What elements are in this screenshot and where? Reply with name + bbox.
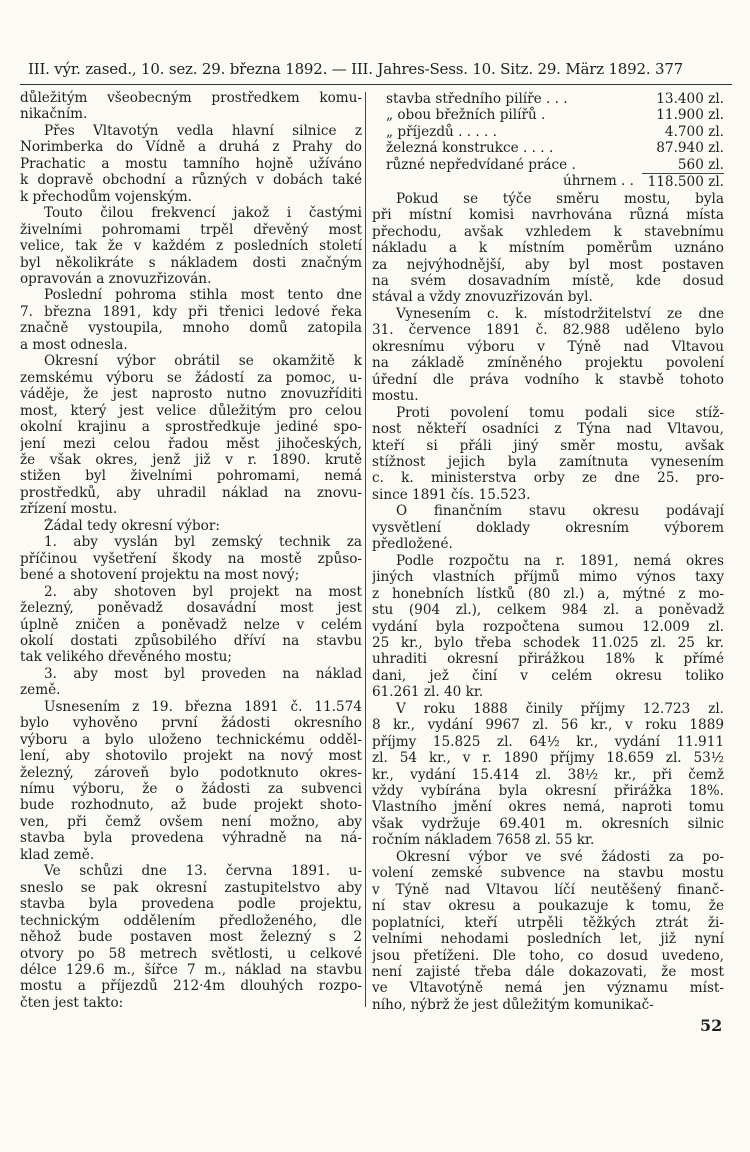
text-line: živelními pohromami trpěl dřevěný most — [20, 221, 362, 238]
text-line: O finančním stavu okresu podávají — [396, 503, 724, 520]
text-line: volení zemské subvence na stavbu mostu — [372, 865, 724, 882]
text-line: Okresní výbor obrátil se okamžitě k — [44, 353, 362, 370]
cost-label: „ obou břežních pilířů . — [386, 107, 546, 124]
text-line: ven, při čemž ovšem není možno, aby — [20, 813, 362, 830]
right-column-text — [372, 191, 724, 1014]
text-line: poplatníci, kteří utrpěli těžkých ztrát ži- — [372, 914, 724, 931]
paragraph — [20, 666, 362, 699]
text-line: Vynesením c. k. místodržitelství ze dne — [396, 305, 724, 322]
text-line: 25 kr., bylo třeba schodek 11.025 zl. 25 kr. — [372, 634, 724, 651]
cost-table — [372, 91, 724, 191]
paragraph — [372, 405, 724, 504]
text-line: Prachatic a mostu tamního hojně užíváno — [20, 155, 362, 172]
text-line: tak velikého dřevěného mostu; — [20, 649, 232, 666]
paragraph — [20, 123, 362, 205]
text-line: velními nehodami posledních let, již nyní — [372, 931, 724, 948]
text-line: 3. aby most byl proveden na náklad — [44, 665, 362, 682]
text-line: ve Vltavotýně nemá jen významu míst- — [372, 980, 724, 997]
text-line: příjmy 15.825 zl. 64½ kr., vydání 11.911 — [372, 733, 724, 750]
text-line: úřední dle práva vodního k stavbě tohoto — [372, 371, 724, 388]
text-line: sneslo se pak okresní zastupitelstvo aby — [20, 879, 362, 896]
column-divider — [365, 92, 366, 1007]
text-line: since 1891 čís. 15.523. — [372, 486, 531, 503]
text-line: přechodu, avšak vzhledem k stavebnímu — [372, 223, 724, 240]
right-column — [372, 91, 724, 1013]
text-line: otvory po 58 metrech světlosti, u celkové — [20, 945, 362, 962]
text-line: ního, nýbrž že jest důležitým komunikač- — [372, 996, 654, 1013]
text-line: zemskému výboru se žádostí za pomoc, u- — [20, 369, 362, 386]
text-line: Žádal tedy okresní výbor: — [44, 517, 220, 534]
cost-value: 11.900 zl. — [656, 107, 724, 124]
text-line: jiných vlastních příjmů mimo výnos taxy — [372, 569, 724, 586]
text-line: Proti povolení tomu podali sice stíž- — [396, 404, 724, 421]
paragraph — [372, 849, 724, 1014]
text-line: Touto čilou frekvencí jakož i častými — [44, 205, 362, 222]
text-line: však vydržuje 69.401 m. okresních silnic — [372, 815, 724, 832]
text-line: v Týně nad Vltavou líčí neutěšený finanč- — [372, 881, 724, 898]
cost-total-value: 118.500 zl. — [642, 173, 724, 190]
text-line: zřízení mostu. — [20, 501, 118, 518]
text-line: 2. aby shotoven byl projekt na most — [44, 583, 362, 600]
paragraph — [20, 353, 362, 518]
text-line: na svém dosavadním místě, kde dosud — [372, 272, 724, 289]
text-line: nost někteří osadníci z Týna nad Vltavou, — [372, 421, 724, 438]
text-line: nímu výboru, že o žádosti za subvenci — [20, 781, 362, 798]
text-line: nikačním. — [20, 106, 88, 123]
header-rule — [20, 84, 732, 85]
text-line: železný, zároveň bylo podotknuto okres- — [20, 764, 362, 781]
text-line: k přechodům vojenským. — [20, 188, 193, 205]
text-line: bylo vyhověno první žádosti okresního — [20, 715, 362, 732]
text-line: příčinou vyšetření škody na mostě způso- — [20, 550, 362, 567]
text-line: Okresní výbor ve své žádosti za po- — [396, 848, 724, 865]
text-line: Vlastního jmění okres nemá, naproti tomu — [372, 799, 724, 816]
text-line: byl několikráte s nákladem dosti značným — [20, 254, 362, 271]
text-line: důležitým všeobecným prostředkem komu- — [20, 90, 362, 106]
text-line: čten jest takto: — [20, 994, 124, 1011]
paragraph — [372, 553, 724, 701]
text-line: délce 129.6 m., šířce 7 m., náklad na stavbu — [20, 962, 362, 979]
cost-label: „ příjezdů . . . . . — [386, 123, 498, 140]
text-line: Podle rozpočtu na r. 1891, nemá okres — [396, 552, 724, 569]
left-column — [20, 90, 362, 1011]
text-line: Norimberka do Vídně a druhá z Prahy do — [20, 139, 362, 156]
text-line: jsou přetíženi. Dle toho, co dosud uvedeno, — [372, 947, 724, 964]
text-line: most, který jest velice důležitým pro celou — [20, 402, 362, 419]
text-line: značně vystoupila, mnoho domů zatopila — [20, 320, 362, 337]
cost-value: 4.700 zl. — [664, 123, 724, 140]
cost-total-label: úhrnem . . — [563, 173, 634, 190]
text-line: železný, poněvadž dosavádní most jest — [20, 600, 362, 617]
text-line: vždy vybírána byla okresní přirážka 18%. — [372, 783, 724, 800]
text-line: okolní krajinu a sprostředkuje jediné spo- — [20, 419, 362, 436]
text-line: 7. března 1891, kdy při třenici ledové řeka — [20, 303, 362, 320]
cost-row — [372, 140, 724, 156]
paragraph — [20, 699, 362, 864]
page-number: 52 — [700, 1016, 723, 1035]
text-line: že však okres, jenž již v r. 1890. krutě — [20, 451, 362, 468]
running-header: III. výr. zased., 10. sez. 29. března 1892. — III. Jahres-Sess. 10. Sitz. 29. März 1892. 377 — [28, 60, 684, 78]
cost-label: různé nepředvídané práce . — [386, 156, 576, 173]
text-line: něhož bude postaven most železný s 2 — [20, 929, 362, 946]
text-line: vydání byla rozpočtena sumou 12.009 zl. — [372, 618, 724, 635]
text-line: stával a vždy znovuzřizován byl. — [372, 289, 593, 306]
text-line: zl. 54 kr., v r. 1890 příjmy 18.659 zl. 53½ — [372, 750, 724, 767]
text-line: nákladu a k místním poměrům uznáno — [372, 240, 724, 257]
text-line: předložené. — [372, 536, 453, 553]
cost-total-row — [372, 173, 724, 190]
paragraph — [20, 534, 362, 583]
text-line: stu (904 zl.), celkem 984 zl. a poněvadž — [372, 602, 724, 619]
text-line: vysvětlení doklady okresním výborem — [372, 519, 724, 536]
paragraph — [372, 503, 724, 552]
text-line: lení, aby shotovilo projekt na nový most — [20, 748, 362, 765]
text-line: Usnesením z 19. března 1891 č. 11.574 — [44, 698, 362, 715]
text-line: ní stav okresu a poukazuje k tomu, že — [372, 898, 724, 915]
text-line: c. k. ministerstva orby ze dne 25. pro- — [372, 470, 724, 487]
text-line: výboru a bylo uloženo technickému odděl- — [20, 731, 362, 748]
cost-row — [372, 107, 724, 123]
cost-row — [372, 157, 724, 173]
text-line: uhraditi okresní přirážkou 18% k přímé — [372, 651, 724, 668]
text-line: mostu a příjezdů 212·4m dlouhých rozpo- — [20, 978, 362, 995]
paragraph — [20, 287, 362, 353]
text-line: 61.261 zl. 40 kr. — [372, 684, 484, 701]
paragraph — [20, 518, 362, 534]
text-line: stavba byla provedena výhradně na ná- — [20, 830, 362, 847]
paragraph — [20, 863, 362, 1011]
text-line: stižen byl živelními pohromami, nemá — [20, 468, 362, 485]
text-line: V roku 1888 činily příjmy 12.723 zl. — [396, 700, 724, 717]
paragraph — [372, 701, 724, 849]
text-line: jení mezi celou řadou měst jihočeských, — [20, 435, 362, 452]
paragraph — [20, 205, 362, 287]
text-line: stížnost jejich byla zamítnuta vynesením — [372, 453, 724, 470]
text-line: Poslední pohroma stihla most tento dne — [44, 287, 362, 304]
text-line: okolí dostati způsobilého dříví na stavbu — [20, 632, 362, 649]
text-line: váděje, že jest naprosto nutno znovuzříditi — [20, 386, 362, 403]
paragraph — [372, 191, 724, 306]
cost-label: železná konstrukce . . . . — [386, 140, 554, 157]
text-line: 1. aby vyslán byl zemský technik za — [44, 534, 362, 551]
cost-value: 13.400 zl. — [656, 91, 724, 107]
text-line: 31. července 1891 č. 82.988 uděleno bylo — [372, 322, 724, 339]
text-line: velice, tak že v každém z posledních století — [20, 238, 362, 255]
text-line: při místní komisi navrhována různá místa — [372, 207, 724, 224]
text-line: 8 kr., vydání 9967 zl. 56 kr., v roku 1889 — [372, 717, 724, 734]
text-line: a most odnesla. — [20, 336, 128, 353]
paragraph — [372, 306, 724, 405]
text-line: z honebních lístků (80 zl.) a, mýtné z mo- — [372, 585, 724, 602]
text-line: k dopravě obchodní a různých v dobách také — [20, 172, 362, 189]
text-line: kteří si přáli jiný směr mostu, avšak — [372, 437, 724, 454]
cost-row — [372, 91, 724, 107]
text-line: bené a shotovení projektu na most nový; — [20, 567, 300, 584]
cost-value: 87.940 zl. — [656, 140, 724, 157]
text-line: dani, jež činí v celém okresu toliko — [372, 667, 724, 684]
text-line: prostředků, aby uhradil náklad na znovu- — [20, 484, 362, 501]
text-line: bude rozhodnuto, až bude projekt shoto- — [20, 797, 362, 814]
text-line: Pokud se týče směru mostu, byla — [396, 190, 724, 207]
text-line: ročním nákladem 7658 zl. 55 kr. — [372, 832, 595, 849]
text-line: není zajisté třeba dále dokazovati, že most — [372, 964, 724, 981]
cost-label: stavba středního pilíře . . . — [386, 91, 568, 107]
text-line: stavba byla provedena podle projektu, — [20, 896, 362, 913]
text-line: na základě zmíněného projektu povolení — [372, 355, 724, 372]
paragraph — [20, 90, 362, 123]
text-line: okresnímu výboru v Týně nad Vltavou — [372, 338, 724, 355]
text-line: země. — [20, 682, 61, 699]
cost-value: 560 zl. — [677, 156, 724, 173]
text-line: Přes Vltavotýn vedla hlavní silnice z — [44, 122, 362, 139]
cost-row — [372, 124, 724, 140]
text-line: technickým oddělením předloženého, dle — [20, 912, 362, 929]
text-line: Ve schůzi dne 13. června 1891. u- — [44, 863, 362, 880]
text-line: opravován a znovuzřizován. — [20, 270, 212, 287]
text-line: mostu. — [372, 388, 419, 405]
paragraph — [20, 584, 362, 666]
text-line: úplně zničen a poněvadž nelze v celém — [20, 616, 362, 633]
text-line: klad země. — [20, 846, 95, 863]
text-line: za nejvýhodnější, aby byl most postaven — [372, 256, 724, 273]
text-line: kr., vydání 15.414 zl. 38½ kr., při čemž — [372, 766, 724, 783]
